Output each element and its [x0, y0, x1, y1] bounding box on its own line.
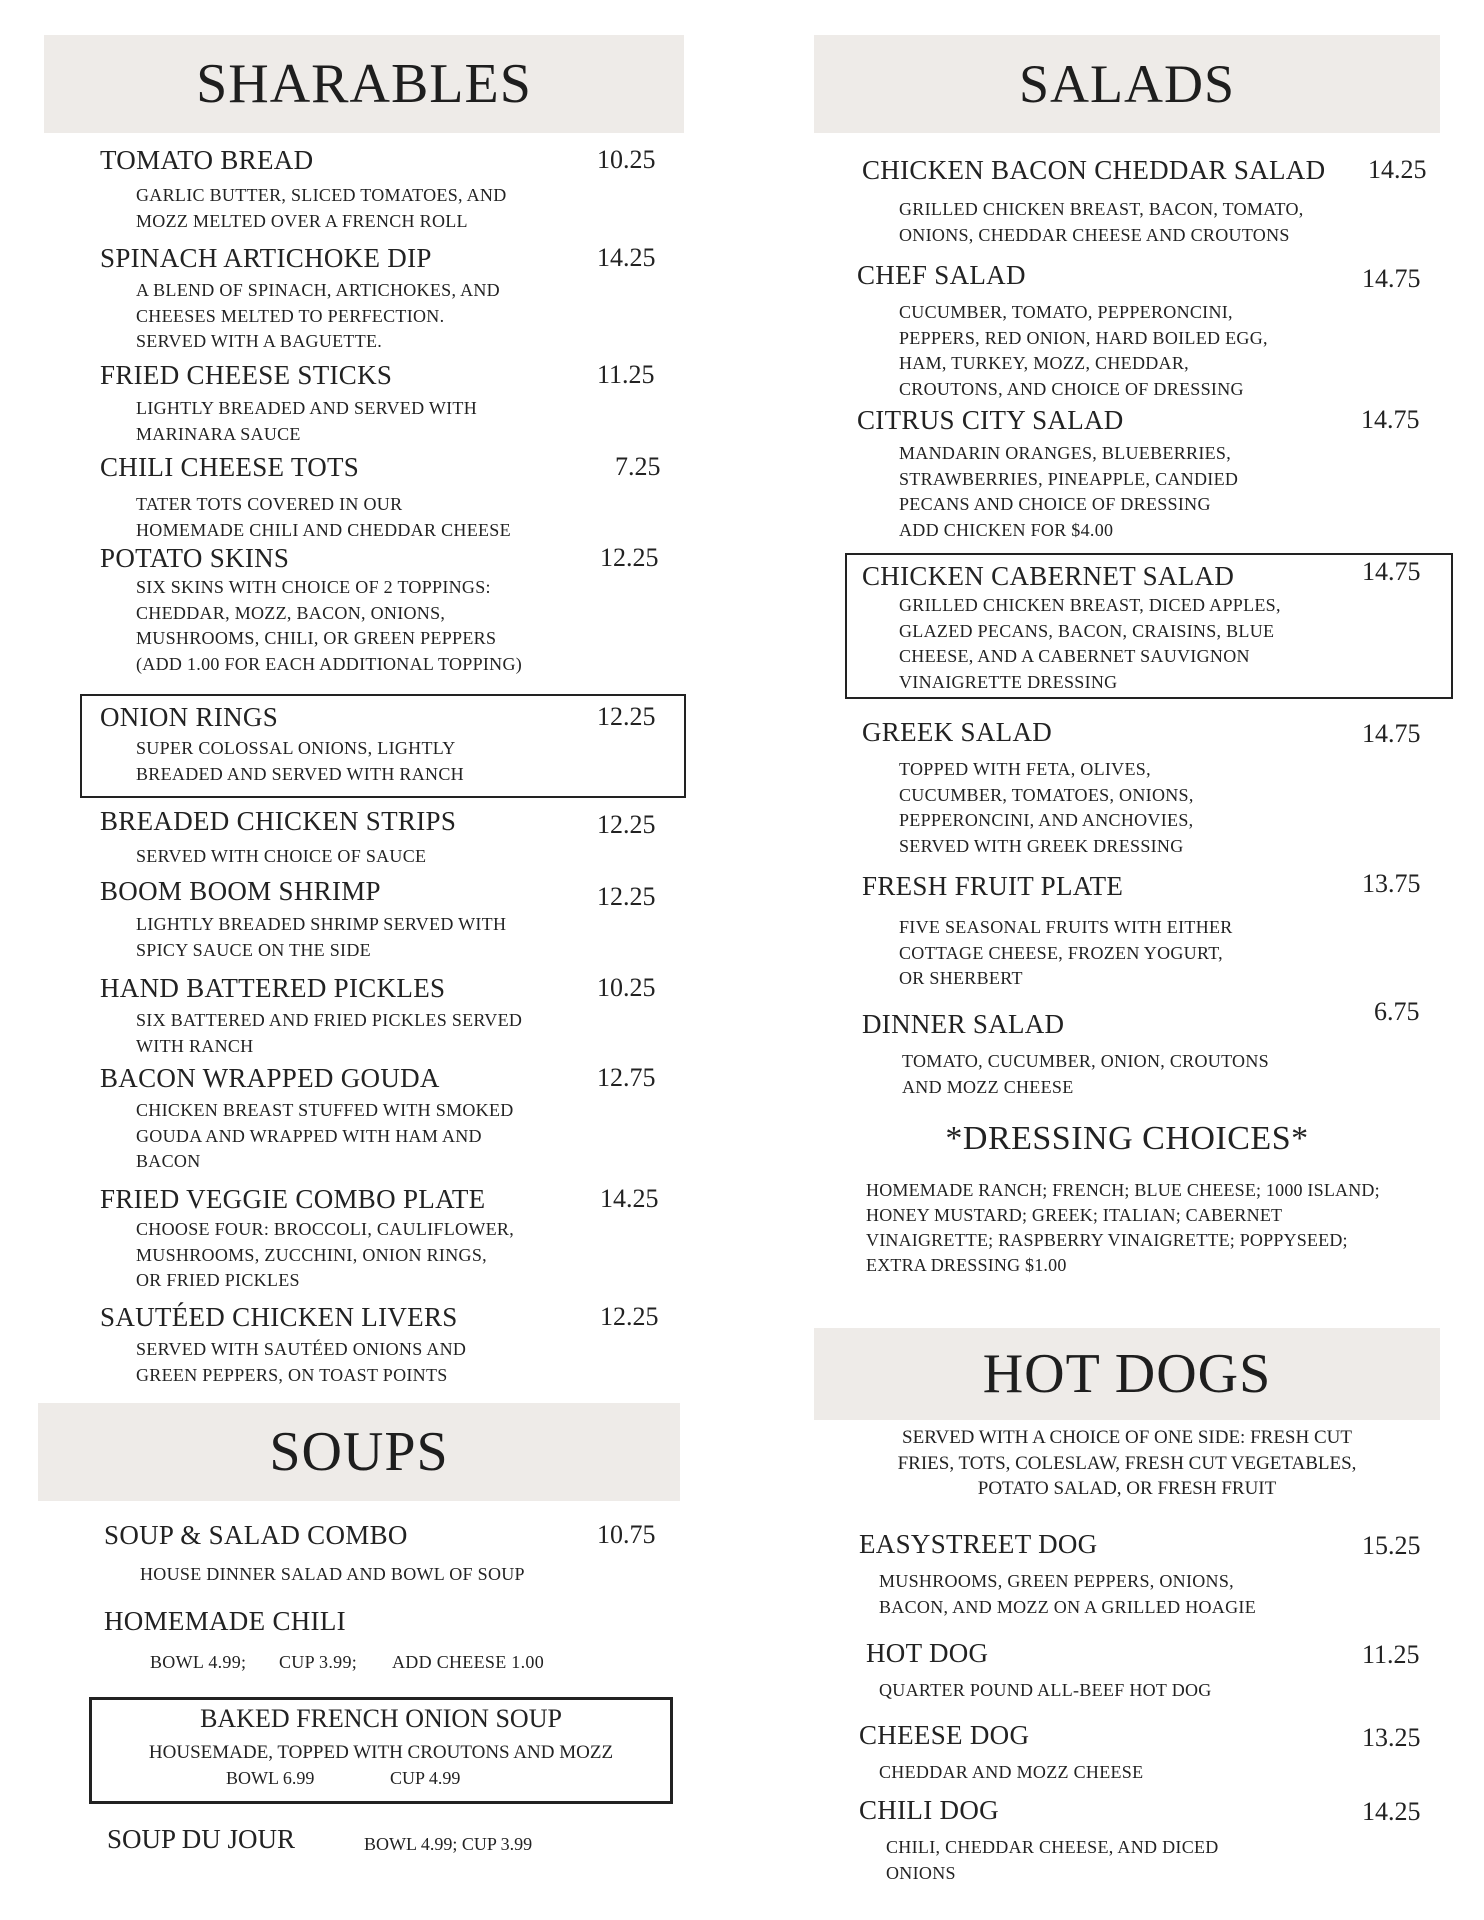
item-description: TOPPED WITH FETA, OLIVES, CUCUMBER, TOMATOES, ONIONS, PEPPERONCINI, AND ANCHOVIES, SERVED WITH GREEK DRESSING — [899, 759, 1194, 856]
item-description: SIX BATTERED AND FRIED PICKLES SERVED WITH RANCH — [136, 1010, 523, 1056]
item-price: 14.25 — [600, 1184, 659, 1213]
item-price: 14.25 — [597, 243, 656, 272]
item-name: BACON WRAPPED GOUDA — [100, 1063, 440, 1093]
menu-item — [100, 145, 660, 235]
menu-item — [100, 1302, 660, 1392]
item-name: FRIED VEGGIE COMBO PLATE — [100, 1184, 486, 1214]
item-name: BOOM BOOM SHRIMP — [100, 876, 381, 906]
french-onion-bowl: BOWL 6.99 — [226, 1768, 315, 1788]
menu-item — [100, 806, 660, 866]
item-price: 11.25 — [1362, 1640, 1420, 1669]
menu-item — [866, 1638, 1434, 1703]
item-name: CHICKEN CABERNET SALAD — [862, 561, 1235, 591]
soup-du-jour-price: BOWL 4.99; CUP 3.99 — [364, 1834, 533, 1854]
item-name: DINNER SALAD — [862, 1009, 1065, 1039]
item-description: MANDARIN ORANGES, BLUEBERRIES, STRAWBERRIES, PINEAPPLE, CANDIED PECANS AND CHOICE OF DRESSING ADD CHICKEN FOR $4.00 — [899, 443, 1239, 540]
item-price: 15.25 — [1362, 1531, 1421, 1560]
item-name: CHICKEN BACON CHEDDAR SALAD — [862, 155, 1326, 185]
item-description: CHILI, CHEDDAR CHEESE, AND DICED ONIONS — [886, 1837, 1219, 1883]
item-description: GRILLED CHICKEN BREAST, BACON, TOMATO, ONIONS, CHEDDAR CHEESE AND CROUTONS — [899, 199, 1304, 245]
item-name: HOMEMADE CHILI — [104, 1606, 346, 1636]
salads-title: SALADS — [1018, 54, 1236, 114]
item-name: ONION RINGS — [100, 702, 279, 732]
dressing-choices-title: *DRESSING CHOICES* — [945, 1120, 1309, 1157]
item-price: 12.25 — [597, 882, 656, 911]
menu-item — [100, 702, 660, 792]
item-description: A BLEND OF SPINACH, ARTICHOKES, AND CHEESES MELTED TO PERFECTION. SERVED WITH A BAGUETTE. — [136, 280, 500, 351]
item-price: 12.25 — [600, 1302, 659, 1331]
chili-cheese-price: ADD CHEESE 1.00 — [392, 1652, 544, 1672]
item-description: HOUSE DINNER SALAD AND BOWL OF SOUP — [140, 1564, 525, 1584]
item-price: 14.25 — [1362, 1797, 1421, 1826]
menu-item — [100, 876, 660, 966]
item-name: CHILI DOG — [859, 1795, 999, 1825]
item-description: MUSHROOMS, GREEN PEPPERS, ONIONS, BACON, AND MOZZ ON A GRILLED HOAGIE — [879, 1571, 1256, 1617]
item-description: SERVED WITH SAUTÉED ONIONS AND GREEN PEPPERS, ON TOAST POINTS — [136, 1339, 467, 1385]
dressing-choices-text: HOMEMADE RANCH; FRENCH; BLUE CHEESE; 1000 ISLAND; HONEY MUSTARD; GREEK; ITALIAN; CABERNET VINAIGRETTE; RASPBERRY VINAIGRETTE; POPPYSEED; EXTRA DRESSING $1.00 — [866, 1180, 1380, 1275]
french-onion-cup: CUP 4.99 — [390, 1768, 461, 1788]
item-description: CHICKEN BREAST STUFFED WITH SMOKED GOUDA AND WRAPPED WITH HAM AND BACON — [136, 1100, 514, 1171]
soups-banner — [38, 1403, 680, 1501]
menu-item — [100, 1063, 660, 1178]
item-description: CHEDDAR AND MOZZ CHEESE — [879, 1762, 1144, 1782]
item-price: 14.75 — [1361, 405, 1420, 434]
item-price: 14.75 — [1362, 719, 1421, 748]
item-price: 12.25 — [597, 810, 656, 839]
item-name: SAUTÉED CHICKEN LIVERS — [100, 1302, 458, 1332]
item-description: FIVE SEASONAL FRUITS WITH EITHER COTTAGE CHEESE, FROZEN YOGURT, OR SHERBERT — [899, 917, 1233, 988]
item-price: 14.75 — [1362, 557, 1421, 586]
item-description: LIGHTLY BREADED AND SERVED WITH MARINARA SAUCE — [136, 398, 478, 444]
item-description: QUARTER POUND ALL-BEEF HOT DOG — [879, 1680, 1212, 1700]
item-name: HOT DOG — [866, 1638, 989, 1668]
item-name: HAND BATTERED PICKLES — [100, 973, 446, 1003]
soups-title: SOUPS — [269, 1421, 449, 1483]
menu-item — [862, 717, 1432, 857]
menu-item — [857, 260, 1432, 400]
french-onion-name: BAKED FRENCH ONION SOUP — [200, 1704, 562, 1733]
chili-bowl-price: BOWL 4.99; — [150, 1652, 247, 1672]
item-description: SERVED WITH CHOICE OF SAUCE — [136, 846, 427, 866]
item-name: GREEK SALAD — [862, 717, 1053, 747]
menu-item — [100, 543, 660, 683]
item-price: 10.75 — [597, 1520, 656, 1549]
item-name: EASYSTREET DOG — [859, 1529, 1098, 1559]
item-price: 10.25 — [597, 973, 656, 1002]
item-description: CUCUMBER, TOMATO, PEPPERONCINI, PEPPERS, RED ONION, HARD BOILED EGG, HAM, TURKEY, MOZZ, CHEDDAR, CROUTONS, AND CHOICE OF DRESSING — [899, 302, 1268, 399]
item-name: CHEF SALAD — [857, 260, 1026, 290]
item-description: LIGHTLY BREADED SHRIMP SERVED WITH SPICY SAUCE ON THE SIDE — [136, 914, 507, 960]
item-name: CITRUS CITY SALAD — [857, 405, 1124, 435]
item-description: TATER TOTS COVERED IN OUR HOMEMADE CHILI AND CHEDDAR CHEESE — [136, 494, 511, 540]
homemade-chili — [104, 1606, 664, 1681]
item-price: 13.75 — [1362, 869, 1421, 898]
item-price: 7.25 — [615, 452, 661, 481]
item-price: 14.25 — [1368, 155, 1427, 184]
french-onion-desc: HOUSEMADE, TOPPED WITH CROUTONS AND MOZZ — [148, 1742, 614, 1763]
item-name: FRIED CHEESE STICKS — [100, 360, 393, 390]
item-price: 12.25 — [597, 702, 656, 731]
item-name: CHILI CHEESE TOTS — [100, 452, 360, 482]
item-description: SUPER COLOSSAL ONIONS, LIGHTLY BREADED AND SERVED WITH RANCH — [136, 738, 464, 784]
item-name: CHEESE DOG — [859, 1720, 1030, 1750]
item-description: GRILLED CHICKEN BREAST, DICED APPLES, GLAZED PECANS, BACON, CRAISINS, BLUE CHEESE, AND A CABERNET SAUVIGNON VINAIGRETTE DRESSING — [899, 595, 1281, 692]
item-name: BREADED CHICKEN STRIPS — [100, 806, 457, 836]
hotdogs-title: HOT DOGS — [982, 1343, 1272, 1405]
menu-item — [859, 1720, 1434, 1785]
item-price: 11.25 — [597, 360, 655, 389]
menu-item — [862, 155, 1432, 245]
menu-item — [859, 1795, 1434, 1885]
menu-item — [100, 452, 660, 542]
soup-combo — [104, 1520, 664, 1590]
menu-item — [859, 1529, 1434, 1617]
sharables-banner — [44, 35, 684, 133]
item-name: TOMATO BREAD — [100, 145, 314, 175]
item-name: SPINACH ARTICHOKE DIP — [100, 243, 432, 273]
menu-item — [100, 243, 660, 353]
item-name: FRESH FRUIT PLATE — [862, 871, 1124, 901]
item-description: SIX SKINS WITH CHOICE OF 2 TOPPINGS: CHEDDAR, MOZZ, BACON, ONIONS, MUSHROOMS, CHILI, OR GREEN PEPPERS (ADD 1.00 FOR EACH ADDITIONAL TOPPING) — [136, 577, 523, 674]
chili-cup-price: CUP 3.99; — [279, 1652, 358, 1672]
menu-item — [100, 1184, 660, 1299]
salads-banner — [814, 35, 1440, 133]
item-name: SOUP & SALAD COMBO — [104, 1520, 408, 1550]
menu-item — [100, 973, 660, 1063]
menu-item — [862, 997, 1432, 1099]
soup-du-jour-name: SOUP DU JOUR — [107, 1824, 296, 1854]
item-description: GARLIC BUTTER, SLICED TOMATOES, AND MOZZ MELTED OVER A FRENCH ROLL — [136, 185, 507, 231]
menu-item — [857, 405, 1432, 545]
item-price: 14.75 — [1362, 264, 1421, 293]
item-name: POTATO SKINS — [100, 543, 290, 573]
menu-item — [862, 557, 1432, 696]
item-price: 6.75 — [1374, 997, 1420, 1026]
item-price: 13.25 — [1362, 1723, 1421, 1752]
item-price: 12.25 — [600, 543, 659, 572]
menu-item — [862, 871, 1432, 991]
item-description: TOMATO, CUCUMBER, ONION, CROUTONS AND MOZZ CHEESE — [902, 1051, 1269, 1097]
menu-item — [100, 360, 660, 450]
hotdogs-intro: SERVED WITH A CHOICE OF ONE SIDE: FRESH CUT FRIES, TOTS, COLESLAW, FRESH CUT VEGETABLES, POTATO SALAD, OR FRESH FRUIT — [897, 1427, 1357, 1499]
item-price: 12.75 — [597, 1063, 656, 1092]
hotdogs-banner — [814, 1328, 1440, 1420]
sharables-title: SHARABLES — [196, 53, 532, 115]
item-description: CHOOSE FOUR: BROCCOLI, CAULIFLOWER, MUSHROOMS, ZUCCHINI, ONION RINGS, OR FRIED PICKLES — [136, 1219, 515, 1290]
item-price: 10.25 — [597, 145, 656, 174]
